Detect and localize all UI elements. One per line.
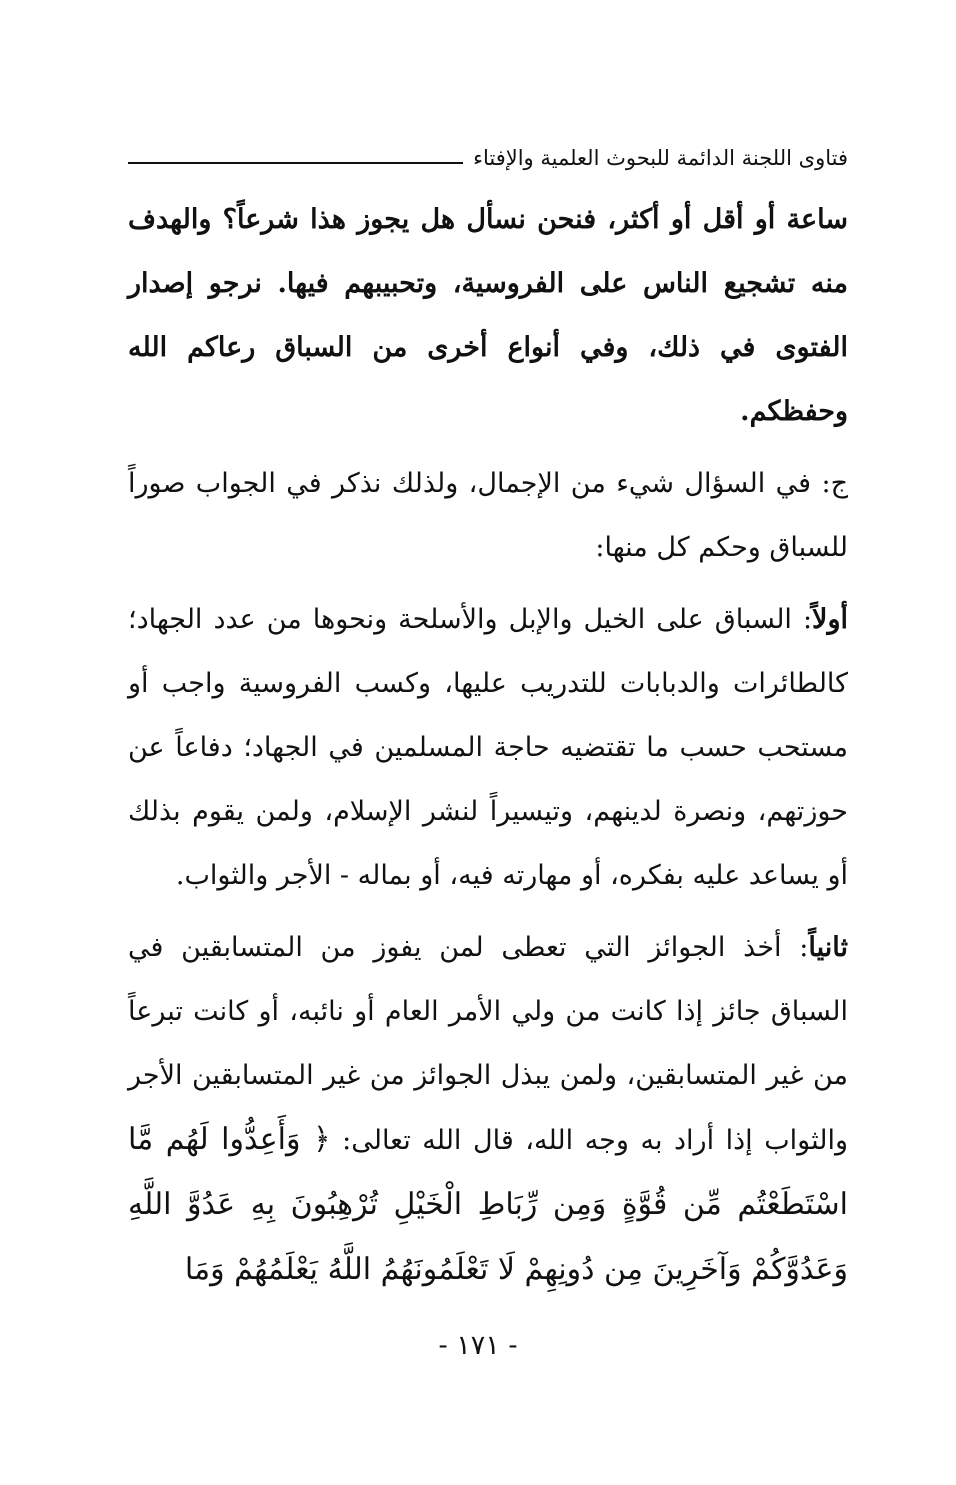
first-point-paragraph [128, 588, 848, 908]
header-title: فتاوى اللجنة الدائمة للبحوث العلمية والإفتاء [473, 146, 848, 170]
second-point-lead: ثانياً [808, 932, 848, 963]
second-point-text: : أخذ الجوائز التي تعطى لمن يفوز من المتسابقين في السباق جائز إذا كانت من ولي الأمر العام أو نائبه، أو كانت تبرعاً من غير المتسابقين، ولمن يبذل الجوائز من غير المتسابقين الأجر والثواب إذا أراد به وجه الله، قال الله تعالى: [128, 932, 849, 1156]
second-point-paragraph [128, 916, 848, 1303]
running-header [128, 140, 848, 176]
page-body [128, 188, 848, 1311]
first-point-lead: أولاً [812, 604, 848, 635]
quran-verse: ﴿ وَأَعِدُّوا لَهُم مَّا اسْتَطَعْتُم مِّن قُوَّةٍ وَمِن رِّبَاطِ الْخَيْلِ تُرْهِبُونَ بِهِ عَدُوَّ اللَّهِ وَعَدُوَّكُمْ وَآخَرِينَ مِن دُونِهِمْ لَا تَعْلَمُونَهُمُ اللَّهُ يَعْلَمُهُمْ وَمَا [128, 1122, 848, 1287]
question-paragraph: ساعة أو أقل أو أكثر، فنحن نسأل هل يجوز هذا شرعاً؟ والهدف منه تشجيع الناس على الفروسية، وتحبيبهم فيها. نرجو إصدار الفتوى في ذلك، وفي أنواع أخرى من السباق رعاكم الله وحفظكم. [128, 204, 848, 427]
page-number: - ١٧١ - [438, 1330, 518, 1361]
answer-intro-paragraph: ج: في السؤال شيء من الإجمال، ولذلك نذكر في الجواب صوراً للسباق وحكم كل منها: [128, 468, 848, 563]
first-point-text: : السباق على الخيل والإبل والأسلحة ونحوها من عدد الجهاد؛ كالطائرات والدبابات للتدريب عليها، وكسب الفروسية واجب أو مستحب حسب ما تقتضيه حاجة المسلمين في الجهاد؛ دفاعاً عن حوزتهم، ونصرة لدينهم، وتيسيراً لنشر الإسلام، ولمن يقوم بذلك أو يساعد عليه بفكره، أو مهارته فيه، أو بماله - الأجر والثواب. [128, 604, 848, 891]
header-rule [128, 162, 463, 164]
